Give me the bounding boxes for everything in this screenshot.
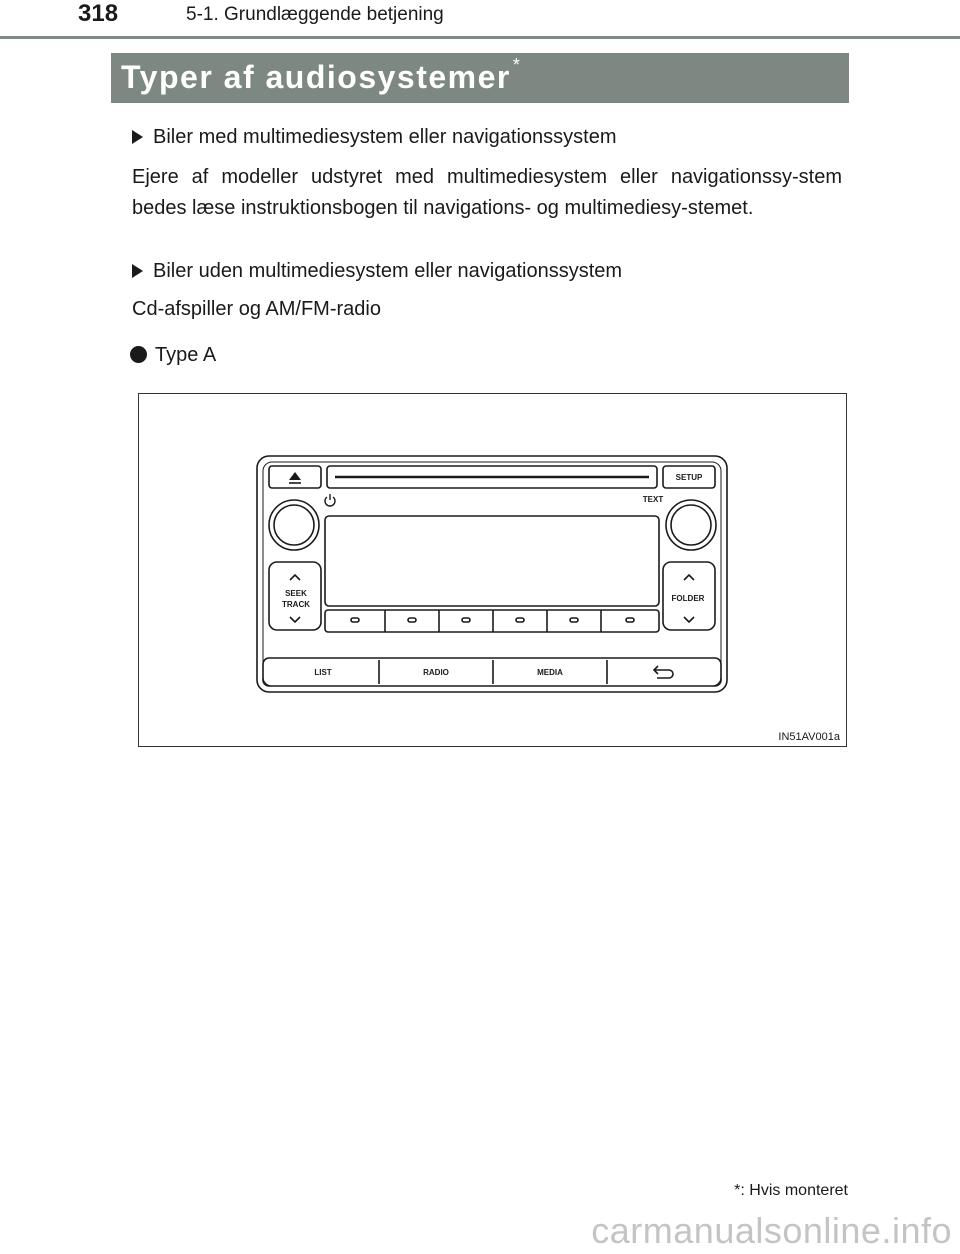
preset-1-mark <box>351 618 359 622</box>
folder-up-icon <box>684 575 694 580</box>
type-label <box>130 344 216 367</box>
preset-2-mark <box>408 618 416 622</box>
section-title <box>121 55 522 96</box>
preset-6-mark <box>626 618 634 622</box>
seek-down-icon <box>290 617 300 622</box>
section-header <box>111 53 849 103</box>
header-rule <box>0 36 960 39</box>
asterisk-mark: * <box>512 55 522 75</box>
setup-label: SETUP <box>675 473 703 482</box>
chapter-title: 5-1. Grundlæggende betjening <box>186 4 444 25</box>
media-label: MEDIA <box>537 668 563 677</box>
preset-strip <box>325 610 659 632</box>
audio-unit-figure <box>138 393 847 747</box>
volume-knob-outer <box>269 500 319 550</box>
page-number: 318 <box>78 0 119 27</box>
paragraph-cd-radio: Cd-afspiller og AM/FM-radio <box>132 298 381 320</box>
display-screen <box>325 516 659 606</box>
watermark: carmanualsonline.info <box>591 1210 952 1251</box>
bullet-text: Biler med multimediesystem eller navigationssystem <box>153 126 617 148</box>
folder-label: FOLDER <box>671 594 705 603</box>
figure-code: IN51AV001a <box>778 731 840 743</box>
audio-unit-illustration <box>139 394 845 745</box>
seek-up-icon <box>290 575 300 580</box>
eject-icon <box>289 472 301 480</box>
bullet-text: Biler uden multimediesystem eller navigationssystem <box>153 260 623 282</box>
section-title-text: Typer af audiosystemer <box>121 59 511 95</box>
triangle-bullet-icon <box>132 130 143 144</box>
footnote-text: : Hvis monteret <box>740 1182 848 1199</box>
preset-5-mark <box>570 618 578 622</box>
paragraph-multimedia: Ejere af modeller udstyret med multimediesystem eller navigationssy-stem bedes læse instruktionsbogen til navigations- og multimediesy-stemet. <box>132 166 842 219</box>
type-label-text: Type A <box>155 344 217 366</box>
footnote-mark: * <box>734 1182 741 1199</box>
folder-down-icon <box>684 617 694 622</box>
preset-4-mark <box>516 618 524 622</box>
footnote <box>734 1182 848 1200</box>
unit-outer-frame <box>257 456 727 692</box>
circle-bullet-icon <box>130 346 147 363</box>
text-label: TEXT <box>642 495 664 504</box>
bottom-button-row <box>263 658 721 686</box>
volume-knob-inner <box>274 505 314 545</box>
tune-knob-outer <box>666 500 716 550</box>
bullet-item-no-multimedia <box>132 260 622 283</box>
triangle-bullet-icon <box>132 264 143 278</box>
track-label: TRACK <box>282 600 310 609</box>
bullet-item-multimedia <box>132 126 617 149</box>
seek-label: SEEK <box>285 589 307 598</box>
list-label: LIST <box>314 668 332 677</box>
preset-3-mark <box>462 618 470 622</box>
radio-label: RADIO <box>423 668 449 677</box>
tune-knob-inner <box>671 505 711 545</box>
